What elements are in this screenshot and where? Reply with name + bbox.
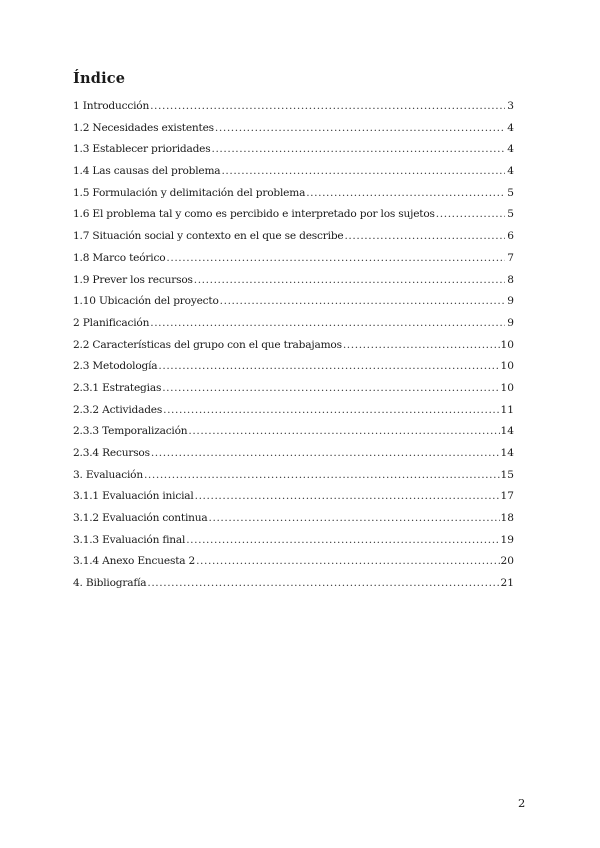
dot-leader bbox=[162, 378, 499, 400]
toc-entry-label: 2.3 Metodología bbox=[73, 360, 158, 373]
toc-entry-page: 9 bbox=[507, 295, 514, 308]
toc-entry-page: 17 bbox=[500, 490, 514, 503]
dot-leader bbox=[150, 313, 505, 335]
dot-leader bbox=[195, 486, 500, 508]
toc-entry[interactable] bbox=[73, 443, 514, 465]
dot-leader bbox=[344, 226, 505, 248]
toc-entry-label: 2 Planificación bbox=[73, 316, 150, 329]
toc-entry-page: 21 bbox=[500, 577, 514, 590]
toc-entry[interactable] bbox=[73, 400, 514, 422]
toc-entry-label: 1.4 Las causas del problema bbox=[73, 165, 221, 178]
toc-entry-page: 14 bbox=[500, 447, 514, 459]
dot-leader bbox=[147, 573, 499, 595]
dot-leader bbox=[306, 183, 505, 205]
toc-entry-page: 10 bbox=[500, 338, 514, 351]
dot-leader bbox=[436, 204, 505, 226]
page-number: 2 bbox=[518, 796, 526, 810]
toc-entry[interactable] bbox=[73, 226, 514, 248]
toc-entry-page: 7 bbox=[507, 251, 514, 264]
toc-entry[interactable] bbox=[73, 291, 514, 313]
toc-entry-label: 3.1.4 Anexo Encuesta 2 bbox=[73, 555, 196, 568]
toc-entry[interactable] bbox=[73, 573, 514, 595]
toc-entry-label: 3.1.3 Evaluación final bbox=[73, 533, 186, 546]
dot-leader bbox=[221, 161, 505, 183]
dot-leader bbox=[220, 291, 505, 313]
toc-entry[interactable] bbox=[73, 551, 514, 573]
toc-entry[interactable] bbox=[73, 118, 514, 140]
toc-entry-page: 5 bbox=[507, 186, 514, 199]
dot-leader bbox=[343, 335, 500, 357]
toc-entry-page: 20 bbox=[500, 555, 514, 568]
dot-leader bbox=[144, 465, 500, 487]
toc-entry-label: 1.8 Marco teórico bbox=[73, 251, 166, 264]
dot-leader bbox=[196, 551, 499, 573]
toc-entry-page: 19 bbox=[500, 533, 514, 546]
table-of-contents bbox=[73, 96, 514, 595]
toc-entry[interactable] bbox=[73, 161, 514, 183]
dot-leader bbox=[188, 421, 499, 443]
toc-entry-page: 10 bbox=[500, 360, 514, 373]
toc-entry-label: 1.9 Prever los recursos bbox=[73, 273, 193, 286]
dot-leader bbox=[186, 530, 499, 552]
toc-entry-page: 4 bbox=[507, 165, 514, 178]
toc-title: Índice bbox=[73, 70, 126, 87]
toc-entry-label: 2.3.1 Estrategias bbox=[73, 381, 162, 394]
toc-entry[interactable] bbox=[73, 248, 514, 270]
dot-leader bbox=[163, 400, 499, 422]
toc-entry-label: 1.7 Situación social y contexto en el que se describe bbox=[73, 230, 344, 243]
toc-entry-label: 1.6 El problema tal y como es percibido e interpretado por los sujetos bbox=[73, 208, 435, 221]
toc-entry-label: 1.10 Ubicación del proyecto bbox=[73, 295, 219, 308]
dot-leader bbox=[194, 270, 505, 292]
dot-leader bbox=[166, 248, 505, 270]
toc-entry[interactable] bbox=[73, 486, 514, 508]
toc-entry[interactable] bbox=[73, 508, 514, 530]
toc-entry-label: 1.2 Necesidades existentes bbox=[73, 121, 214, 134]
toc-entry-label: 3.1.1 Evaluación inicial bbox=[73, 490, 194, 503]
toc-entry[interactable] bbox=[73, 356, 514, 378]
toc-entry[interactable] bbox=[73, 270, 514, 292]
toc-entry[interactable] bbox=[73, 421, 514, 443]
toc-entry-page: 6 bbox=[507, 230, 514, 243]
dot-leader bbox=[215, 118, 505, 140]
toc-entry[interactable] bbox=[73, 139, 514, 161]
toc-entry[interactable] bbox=[73, 313, 514, 335]
toc-entry-label: 2.3.4 Recursos bbox=[73, 447, 150, 459]
toc-entry-label: 1 Introducción bbox=[73, 100, 150, 112]
toc-entry[interactable] bbox=[73, 530, 514, 552]
toc-entry[interactable] bbox=[73, 378, 514, 400]
toc-entry-label: 4. Bibliografía bbox=[73, 577, 147, 590]
dot-leader bbox=[151, 443, 500, 465]
toc-entry-label: 1.5 Formulación y delimitación del problema bbox=[73, 186, 306, 199]
toc-entry[interactable] bbox=[73, 204, 514, 226]
toc-entry-page: 4 bbox=[507, 121, 514, 134]
toc-entry-label: 2.3.3 Temporalización bbox=[73, 425, 188, 438]
toc-entry-page: 5 bbox=[507, 208, 514, 221]
dot-leader bbox=[209, 508, 500, 530]
dot-leader bbox=[211, 139, 505, 161]
dot-leader bbox=[150, 96, 505, 118]
toc-entry-page: 10 bbox=[500, 381, 514, 394]
toc-entry-label: 3.1.2 Evaluación continua bbox=[73, 512, 208, 525]
dot-leader bbox=[158, 356, 499, 378]
toc-entry-page: 11 bbox=[500, 403, 514, 416]
toc-entry-label: 2.2 Características del grupo con el que trabajamos bbox=[73, 338, 342, 351]
toc-entry-page: 4 bbox=[507, 143, 514, 156]
toc-entry[interactable] bbox=[73, 465, 514, 487]
toc-entry[interactable] bbox=[73, 96, 514, 118]
toc-entry[interactable] bbox=[73, 183, 514, 205]
toc-entry-page: 18 bbox=[500, 512, 514, 525]
toc-entry-page: 3 bbox=[507, 100, 514, 112]
toc-entry-label: 1.3 Establecer prioridades bbox=[73, 143, 211, 156]
toc-entry-page: 8 bbox=[507, 273, 514, 286]
toc-entry-page: 14 bbox=[500, 425, 514, 438]
toc-entry-label: 3. Evaluación bbox=[73, 468, 143, 481]
toc-entry[interactable] bbox=[73, 335, 514, 357]
toc-entry-page: 9 bbox=[507, 316, 514, 329]
toc-entry-page: 15 bbox=[500, 468, 514, 481]
toc-entry-label: 2.3.2 Actividades bbox=[73, 403, 163, 416]
